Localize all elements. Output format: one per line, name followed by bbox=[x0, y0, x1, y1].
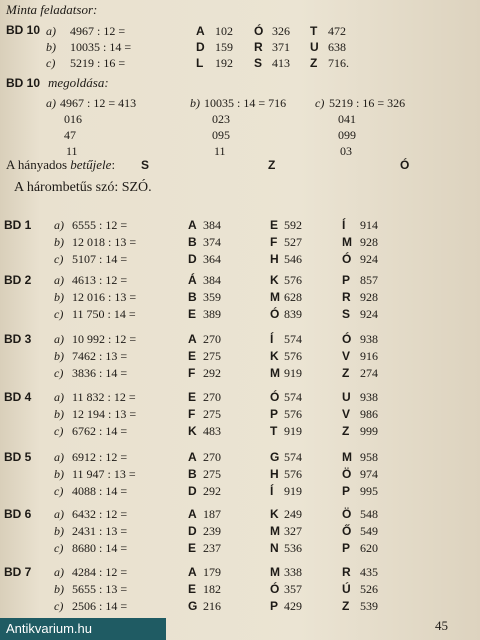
block-code: BD 1 bbox=[4, 218, 32, 232]
answer-letter: U bbox=[310, 40, 319, 54]
task-expr: 12 194 : 13 = bbox=[72, 407, 137, 421]
answer-letter: Ó bbox=[342, 252, 352, 266]
solution-remainder: 023 bbox=[212, 112, 230, 126]
answer-value: 435 bbox=[360, 565, 378, 579]
answer-letter: Ó bbox=[342, 332, 352, 346]
answer-letter: E bbox=[188, 390, 197, 404]
answer-value: 182 bbox=[203, 582, 221, 596]
answer-value: 638 bbox=[328, 40, 346, 54]
task-expr: 5107 : 14 = bbox=[72, 252, 128, 266]
answer-value: 389 bbox=[203, 307, 221, 321]
answer-letter: M bbox=[270, 290, 280, 304]
answer-letter: V bbox=[342, 349, 351, 363]
answer-letter: A bbox=[188, 450, 197, 464]
answer-letter: G bbox=[270, 450, 280, 464]
task-expr: 11 832 : 12 = bbox=[72, 390, 136, 404]
answer-letter: U bbox=[342, 390, 351, 404]
block-code: BD 7 bbox=[4, 565, 32, 579]
answer-letter: Z bbox=[342, 366, 350, 380]
answer-value: 364 bbox=[203, 252, 221, 266]
task-expr: 6555 : 12 = bbox=[72, 218, 128, 232]
solution-remainder: 041 bbox=[338, 112, 356, 126]
quotient-letter-3: Ó bbox=[400, 158, 410, 172]
answer-letter: Ó bbox=[270, 390, 280, 404]
task-expr: 11 750 : 14 = bbox=[72, 307, 136, 321]
task-label: c) bbox=[54, 599, 64, 613]
solution-remainder: 03 bbox=[340, 144, 352, 158]
answer-value: 526 bbox=[360, 582, 378, 596]
task-label: c) bbox=[46, 56, 56, 70]
task-expr: 6762 : 14 = bbox=[72, 424, 128, 438]
block-code: BD 6 bbox=[4, 507, 32, 521]
task-expr: 4967 : 12 = bbox=[70, 24, 126, 38]
answer-value: 999 bbox=[360, 424, 378, 438]
answer-value: 249 bbox=[284, 507, 302, 521]
task-expr: 5219 : 16 = bbox=[70, 56, 126, 70]
task-label: a) bbox=[54, 390, 64, 404]
answer-value: 574 bbox=[284, 332, 302, 346]
task-label: b) bbox=[54, 349, 64, 363]
answer-value: 292 bbox=[203, 484, 221, 498]
answer-value: 974 bbox=[360, 467, 378, 481]
answer-letter: A bbox=[188, 332, 197, 346]
answer-letter: Ő bbox=[342, 524, 352, 538]
solution-expr: 10035 : 14 = 716 bbox=[204, 96, 287, 110]
answer-letter: B bbox=[188, 235, 197, 249]
task-expr: 7462 : 13 = bbox=[72, 349, 128, 363]
answer-letter: Í bbox=[270, 332, 274, 346]
answer-letter: P bbox=[342, 484, 351, 498]
answer-value: 628 bbox=[284, 290, 302, 304]
answer-letter: E bbox=[270, 218, 279, 232]
answer-letter: L bbox=[196, 56, 204, 70]
answer-value: 102 bbox=[215, 24, 233, 38]
answer-value: 924 bbox=[360, 252, 378, 266]
answer-letter: Ó bbox=[270, 582, 280, 596]
answer-letter: S bbox=[342, 307, 351, 321]
answer-value: 986 bbox=[360, 407, 378, 421]
answer-letter: M bbox=[270, 565, 280, 579]
answer-value: 916 bbox=[360, 349, 378, 363]
answer-value: 938 bbox=[360, 390, 378, 404]
answer-value: 549 bbox=[360, 524, 378, 538]
answer-value: 275 bbox=[203, 467, 221, 481]
answer-letter: Á bbox=[188, 273, 197, 287]
answer-value: 413 bbox=[272, 56, 290, 70]
answer-letter: D bbox=[188, 524, 197, 538]
answer-value: 536 bbox=[284, 541, 302, 555]
answer-letter: M bbox=[270, 524, 280, 538]
answer-letter: E bbox=[188, 582, 197, 596]
answer-value: 546 bbox=[284, 252, 302, 266]
answer-letter: P bbox=[270, 407, 279, 421]
answer-letter: A bbox=[188, 565, 197, 579]
word-answer: A hárombetűs szó: SZÓ. bbox=[14, 180, 152, 195]
answer-letter: T bbox=[310, 24, 318, 38]
task-label: c) bbox=[54, 541, 64, 555]
answer-letter: Ö bbox=[342, 467, 352, 481]
solution-title: megoldása: bbox=[48, 75, 109, 90]
answer-value: 179 bbox=[203, 565, 221, 579]
answer-value: 374 bbox=[203, 235, 221, 249]
answer-letter: B bbox=[188, 290, 197, 304]
answer-letter: K bbox=[270, 273, 279, 287]
solution-code: BD 10 bbox=[6, 76, 41, 90]
answer-value: 574 bbox=[284, 390, 302, 404]
quotient-label bbox=[6, 157, 115, 172]
answer-value: 938 bbox=[360, 332, 378, 346]
answer-value: 576 bbox=[284, 349, 302, 363]
answer-value: 338 bbox=[284, 565, 302, 579]
answer-value: 239 bbox=[203, 524, 221, 538]
answer-value: 274 bbox=[360, 366, 378, 380]
solution-remainder: 095 bbox=[212, 128, 230, 142]
task-expr: 11 947 : 13 = bbox=[72, 467, 136, 481]
answer-value: 527 bbox=[284, 235, 302, 249]
solution-remainder: 47 bbox=[64, 128, 76, 142]
block-code: BD 4 bbox=[4, 390, 32, 404]
task-label: a) bbox=[54, 218, 64, 232]
task-expr: 6432 : 12 = bbox=[72, 507, 128, 521]
answer-letter: Ó bbox=[270, 307, 280, 321]
answer-letter: R bbox=[342, 290, 351, 304]
task-label: a) bbox=[46, 24, 56, 38]
task-label: b) bbox=[54, 290, 64, 304]
answer-value: 270 bbox=[203, 450, 221, 464]
solution-remainder: 11 bbox=[214, 144, 226, 158]
answer-value: 576 bbox=[284, 273, 302, 287]
answer-letter: R bbox=[342, 565, 351, 579]
task-label: b) bbox=[54, 582, 64, 596]
answer-value: 592 bbox=[284, 218, 302, 232]
answer-letter: N bbox=[270, 541, 279, 555]
task-label: b) bbox=[46, 40, 56, 54]
task-expr: 8680 : 14 = bbox=[72, 541, 128, 555]
answer-letter: M bbox=[270, 366, 280, 380]
answer-value: 429 bbox=[284, 599, 302, 613]
answer-value: 472 bbox=[328, 24, 346, 38]
task-expr: 10035 : 14 = bbox=[70, 40, 132, 54]
answer-letter: D bbox=[188, 252, 197, 266]
task-expr: 2431 : 13 = bbox=[72, 524, 128, 538]
answer-letter: G bbox=[188, 599, 198, 613]
answer-letter: Ú bbox=[342, 582, 351, 596]
answer-value: 275 bbox=[203, 349, 221, 363]
task-expr: 4613 : 12 = bbox=[72, 273, 128, 287]
answer-letter: T bbox=[270, 424, 278, 438]
task-label: a) bbox=[54, 507, 64, 521]
answer-letter: P bbox=[270, 599, 279, 613]
answer-value: 919 bbox=[284, 366, 302, 380]
answer-value: 716. bbox=[328, 56, 349, 70]
task-label: b) bbox=[54, 235, 64, 249]
solution-remainder: 099 bbox=[338, 128, 356, 142]
answer-value: 384 bbox=[203, 218, 221, 232]
watermark: Antikvarium.hu bbox=[0, 618, 166, 640]
answer-letter: E bbox=[188, 307, 197, 321]
task-label: a) bbox=[54, 273, 64, 287]
answer-value: 914 bbox=[360, 218, 378, 232]
section-header: Minta feladatsor: bbox=[6, 2, 98, 17]
answer-letter: B bbox=[188, 467, 197, 481]
solution-remainder: 016 bbox=[64, 112, 82, 126]
answer-letter: F bbox=[188, 407, 196, 421]
sample-code: BD 10 bbox=[6, 23, 41, 37]
solution-label: c) bbox=[315, 96, 325, 110]
answer-letter: H bbox=[270, 467, 279, 481]
answer-value: 327 bbox=[284, 524, 302, 538]
answer-letter: Í bbox=[270, 484, 274, 498]
answer-value: 159 bbox=[215, 40, 233, 54]
quotient-letter-2: Z bbox=[268, 158, 276, 172]
quotient-letter-1: S bbox=[141, 158, 150, 172]
answer-value: 857 bbox=[360, 273, 378, 287]
answer-value: 270 bbox=[203, 332, 221, 346]
block-code: BD 2 bbox=[4, 273, 32, 287]
answer-letter: Z bbox=[342, 599, 350, 613]
answer-letter: E bbox=[188, 541, 197, 555]
answer-value: 620 bbox=[360, 541, 378, 555]
task-label: a) bbox=[54, 565, 64, 579]
task-label: b) bbox=[54, 467, 64, 481]
answer-value: 237 bbox=[203, 541, 221, 555]
answer-letter: V bbox=[342, 407, 351, 421]
answer-letter: D bbox=[188, 484, 197, 498]
answer-value: 539 bbox=[360, 599, 378, 613]
answer-value: 187 bbox=[203, 507, 221, 521]
answer-value: 359 bbox=[203, 290, 221, 304]
solution-remainder: 11 bbox=[66, 144, 78, 158]
answer-letter: Z bbox=[310, 56, 318, 70]
block-code: BD 3 bbox=[4, 332, 32, 346]
answer-value: 574 bbox=[284, 450, 302, 464]
answer-letter: E bbox=[188, 349, 197, 363]
answer-letter: K bbox=[270, 507, 279, 521]
task-expr: 4088 : 14 = bbox=[72, 484, 128, 498]
answer-value: 924 bbox=[360, 307, 378, 321]
answer-letter: F bbox=[270, 235, 278, 249]
answer-letter: Ö bbox=[342, 507, 352, 521]
task-label: b) bbox=[54, 407, 64, 421]
task-expr: 3836 : 14 = bbox=[72, 366, 128, 380]
answer-letter: P bbox=[342, 541, 351, 555]
answer-letter: Z bbox=[342, 424, 350, 438]
answer-letter: R bbox=[254, 40, 263, 54]
answer-value: 371 bbox=[272, 40, 290, 54]
answer-value: 919 bbox=[284, 484, 302, 498]
answer-value: 839 bbox=[284, 307, 302, 321]
answer-letter: F bbox=[188, 366, 196, 380]
answer-letter: K bbox=[188, 424, 197, 438]
solution-label: a) bbox=[46, 96, 56, 110]
answer-value: 275 bbox=[203, 407, 221, 421]
answer-letter: M bbox=[342, 235, 352, 249]
answer-letter: A bbox=[196, 24, 205, 38]
answer-letter: H bbox=[270, 252, 279, 266]
answer-value: 958 bbox=[360, 450, 378, 464]
solution-expr: 5219 : 16 = 326 bbox=[329, 96, 406, 110]
answer-letter: P bbox=[342, 273, 351, 287]
answer-value: 576 bbox=[284, 407, 302, 421]
answer-value: 576 bbox=[284, 467, 302, 481]
answer-letter: M bbox=[342, 450, 352, 464]
answer-value: 292 bbox=[203, 366, 221, 380]
answer-value: 270 bbox=[203, 390, 221, 404]
quotient-label-italic: betűjele bbox=[70, 157, 112, 172]
task-label: a) bbox=[54, 332, 64, 346]
answer-value: 928 bbox=[360, 290, 378, 304]
task-label: b) bbox=[54, 524, 64, 538]
task-expr: 2506 : 14 = bbox=[72, 599, 128, 613]
answer-value: 384 bbox=[203, 273, 221, 287]
page-number: 45 bbox=[435, 618, 448, 633]
task-label: c) bbox=[54, 307, 64, 321]
answer-letter: S bbox=[254, 56, 263, 70]
quotient-label-text: A hányados bbox=[6, 157, 68, 172]
task-label: c) bbox=[54, 366, 64, 380]
answer-value: 548 bbox=[360, 507, 378, 521]
answer-value: 216 bbox=[203, 599, 221, 613]
task-expr: 10 992 : 12 = bbox=[72, 332, 137, 346]
quotient-colon: : bbox=[111, 157, 116, 172]
task-expr: 4284 : 12 = bbox=[72, 565, 128, 579]
answer-value: 483 bbox=[203, 424, 221, 438]
solution-expr: 4967 : 12 = 413 bbox=[60, 96, 137, 110]
solution-label: b) bbox=[190, 96, 200, 110]
task-label: c) bbox=[54, 424, 64, 438]
task-label: c) bbox=[54, 484, 64, 498]
answer-letter: D bbox=[196, 40, 205, 54]
answer-value: 928 bbox=[360, 235, 378, 249]
block-code: BD 5 bbox=[4, 450, 32, 464]
task-expr: 12 016 : 13 = bbox=[72, 290, 137, 304]
answer-letter: K bbox=[270, 349, 279, 363]
task-expr: 12 018 : 13 = bbox=[72, 235, 137, 249]
answer-value: 192 bbox=[215, 56, 233, 70]
answer-value: 326 bbox=[272, 24, 290, 38]
task-label: c) bbox=[54, 252, 64, 266]
answer-value: 919 bbox=[284, 424, 302, 438]
answer-letter: Í bbox=[342, 218, 346, 232]
answer-letter: A bbox=[188, 218, 197, 232]
task-expr: 6912 : 12 = bbox=[72, 450, 128, 464]
answer-letter: A bbox=[188, 507, 197, 521]
answer-letter: Ó bbox=[254, 24, 264, 38]
answer-value: 995 bbox=[360, 484, 378, 498]
task-expr: 5655 : 13 = bbox=[72, 582, 128, 596]
task-label: a) bbox=[54, 450, 64, 464]
answer-value: 357 bbox=[284, 582, 302, 596]
